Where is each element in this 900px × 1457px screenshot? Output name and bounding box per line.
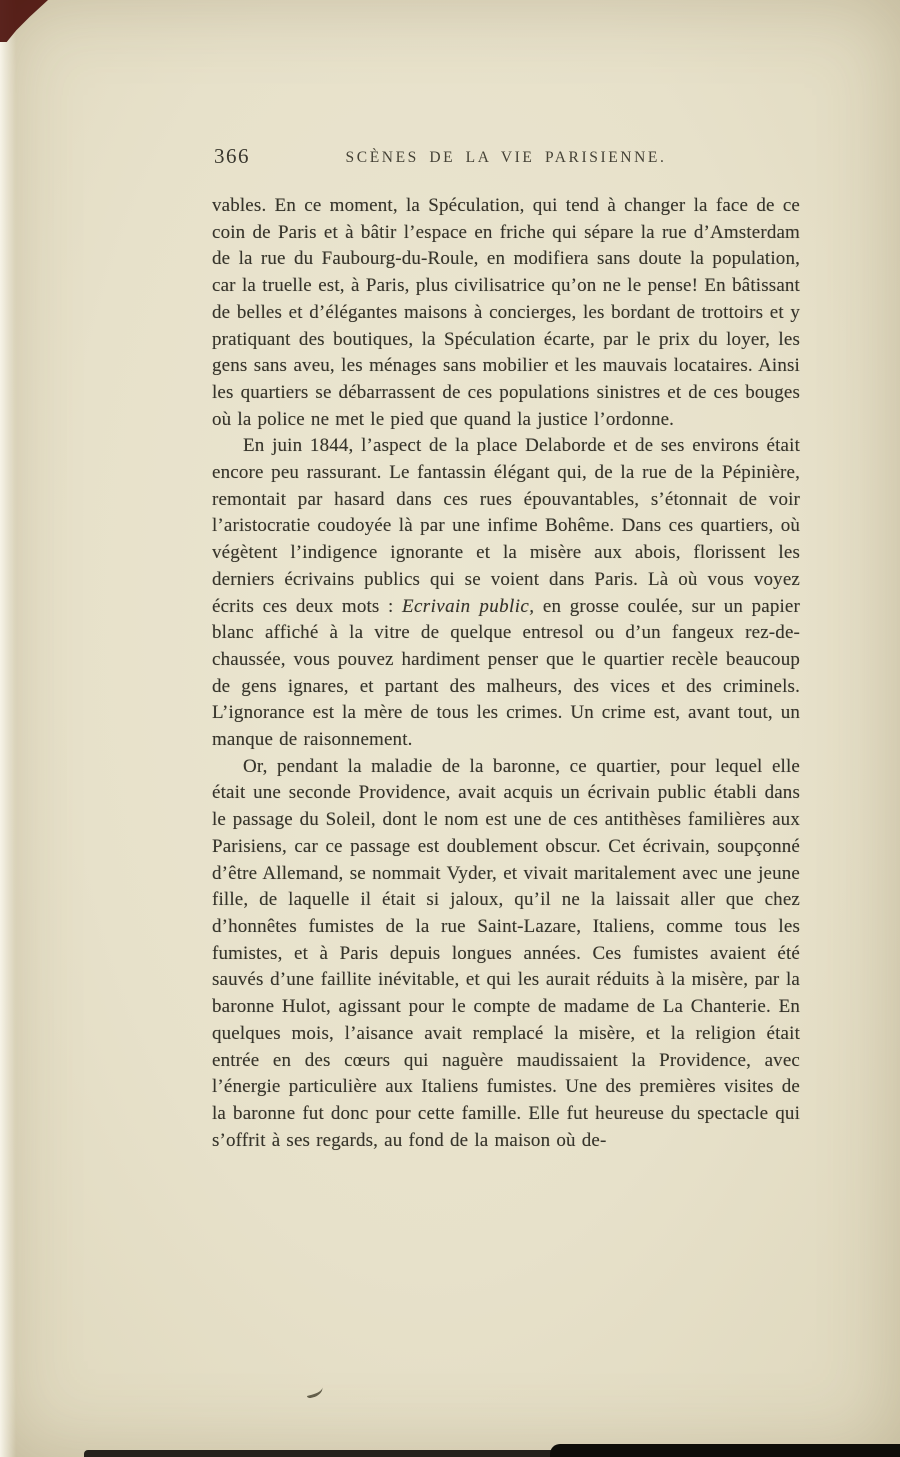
corner-stain (0, 0, 48, 42)
running-head (212, 146, 800, 176)
paragraph-2-text-after: en grosse coulée, sur un papier blanc affiché à la vitre de quelque entresol ou d’un fangeux rez-de-chaussée, vous pouvez hardiment penser que le quartier recèle beaucoup de gens ignares, et partant des malheurs, des vices et des criminels. L’ignorance est la mère de tous les crimes. Un crime est, avant tout, un manque de raisonnement. (212, 595, 800, 751)
paragraph-1 (212, 193, 800, 433)
body-text (212, 193, 800, 1154)
page-number: 366 (214, 144, 250, 168)
paragraph-2-italic: Ecrivain public, (401, 595, 535, 617)
paragraph-3 (212, 754, 800, 1155)
paragraph-2-text: En juin 1844, l’aspect de la place Delaborde et de ses environs était encore peu rassurant. Le fantassin élégant qui, de la rue de la Pépinière, remontait par hasard dans ces rues épouvantables, s’étonnait de voir l’aristocratie coudoyée là par une infime Bohême. Dans ces quartiers, où végètent l’indigence ignorante et la misère aux abois, florissent les derniers écrivains publics qui se voient dans Paris. Là où vous voyez écrits ces deux mots : (212, 435, 800, 617)
ink-mark (305, 1384, 324, 1399)
page-content (212, 146, 800, 1154)
paragraph-3-text: Or, pendant la maladie de la baronne, ce quartier, pour lequel elle était une seconde Providence, avait acquis un écrivain public établi dans le passage du Soleil, dont le nom est une de ces antithèses familières aux Parisiens, car ce passage est doublement obscur. Cet écrivain, soupçonné d’être Allemand, se nommait Vyder, et vivait maritalement avec une jeune fille, de laquelle il était si jaloux, qu’il ne la laissait aller que chez d’honnêtes fumistes de la rue Saint-Lazare, Italiens, comme tous les fumistes, et à Paris depuis longues années. Ces fumistes avaient été sauvés d’une faillite inévitable, et qui les aurait réduits à la misère, par la baronne Hulot, agissant pour le compte de madame de La Chanterie. En quelques mois, l’aisance avait remplacé la misère, et la religion était entrée en des cœurs qui naguère maudissaient la Providence, avec l’énergie particulière aux Italiens fumistes. Une des premières visites de la baronne fut donc pour cette famille. Elle fut heureuse du spectacle qui s’offrit à ses regards, au fond de la maison où de- (212, 755, 800, 1151)
paragraph-1-text: vables. En ce moment, la Spéculation, qui tend à changer la face de ce coin de Paris et à bâtir l’espace en friche qui sépare la rue d’Amsterdam de la rue du Faubourg-du-Roule, en modifiera sans doute la population, car la truelle est, à Paris, plus civilisatrice qu’on ne le pense! En bâtissant de belles et d’élégantes maisons à concierges, les bordant de trottoirs et y pratiquant des boutiques, la Spéculation écarte, par le prix du loyer, les gens sans aveu, les ménages sans mobilier et les mauvais locataires. Ainsi les quartiers se débarrassent de ces populations sinistres et de ces bouges où la police ne met le pied que quand la justice l’ordonne. (212, 195, 800, 430)
running-title: SCÈNES DE LA VIE PARISIENNE. (345, 149, 667, 166)
page-bottom-smudge (550, 1444, 900, 1457)
paragraph-2 (212, 433, 800, 753)
page-left-edge (0, 0, 16, 1457)
